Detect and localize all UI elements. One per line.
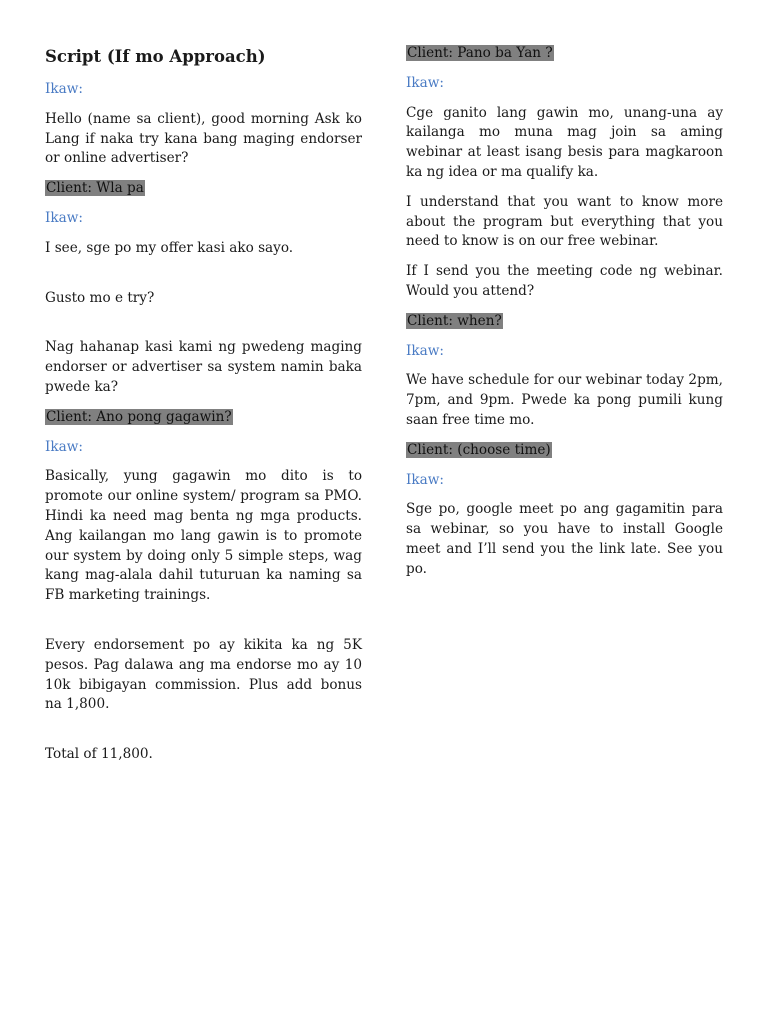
script-paragraph: Hello (name sa client), good morning Ask ko Lang if naka try kana bang maging endorser or online advertiser? <box>45 110 362 167</box>
client-line <box>406 312 723 332</box>
script-paragraph: Nag hahanap kasi kami ng pwedeng maging endorser or advertiser sa system namin baka pwede ka? <box>45 339 362 395</box>
speaker-label: Ikaw: <box>45 209 83 226</box>
speaker-label: Ikaw: <box>406 342 444 359</box>
speaker-label: Ikaw: <box>45 438 83 455</box>
spacer <box>45 725 362 745</box>
client-line <box>406 44 723 64</box>
spacer <box>45 318 362 338</box>
script-paragraph: I understand that you want to know more about the program but everything that you need to know is on our free webinar. <box>406 193 723 250</box>
script-paragraph: We have schedule for our webinar today 2pm, 7pm, and 9pm. Pwede ka pong pumili kung saan free time mo. <box>406 372 723 428</box>
right-column <box>406 44 723 590</box>
client-line <box>406 441 723 461</box>
script-paragraph: Cge ganito lang gawin mo, unang-una ay kailanga mo muna mag join sa aming webinar at least isang besis para magkaroon ka ng idea or ma qualify ka. <box>406 104 723 180</box>
script-paragraph: Basically, yung gagawin mo dito is to promote our online system/ program sa PMO. Hindi ka need mag benta ng mga products. Ang kailangan mo lang gawin is to promote our system by doing only 5 simple steps, wag kang mag-alala dahil tuturuan ka naming sa FB marketing trainings. <box>45 468 362 604</box>
script-paragraph: I see, sge po my offer kasi ako sayo. <box>45 239 294 256</box>
script-title: Script (If mo Approach) <box>45 47 266 66</box>
client-line <box>45 408 362 428</box>
script-paragraph: Gusto mo e try? <box>45 289 155 306</box>
client-highlight: Client: when? <box>407 312 502 329</box>
script-paragraph: Every endorsement po ay kikita ka ng 5K pesos. Pag dalawa ang ma endorse mo ay 10 10k bibigayan commission. Plus add bonus na 1,800. <box>45 636 362 713</box>
spacer <box>45 616 362 636</box>
client-line <box>45 179 362 199</box>
speaker-label: Ikaw: <box>406 74 444 91</box>
script-paragraph: Total of 11,800. <box>45 746 153 763</box>
speaker-label: Ikaw: <box>406 471 444 488</box>
client-highlight: Client: (choose time) <box>407 441 551 458</box>
client-highlight: Client: Pano ba Yan ? <box>407 45 553 61</box>
client-highlight: Client: Ano pong gagawin? <box>46 408 232 425</box>
spacer <box>45 269 362 289</box>
script-paragraph: Sge po, google meet po ang gagamitin para sa webinar, so you have to install Google meet and I’ll send you the link late. See you po. <box>406 501 723 577</box>
script-paragraph: If I send you the meeting code ng webinar. Would you attend? <box>406 263 723 299</box>
speaker-label: Ikaw: <box>45 81 83 97</box>
client-highlight: Client: Wla pa <box>46 180 144 197</box>
left-column <box>45 44 362 775</box>
